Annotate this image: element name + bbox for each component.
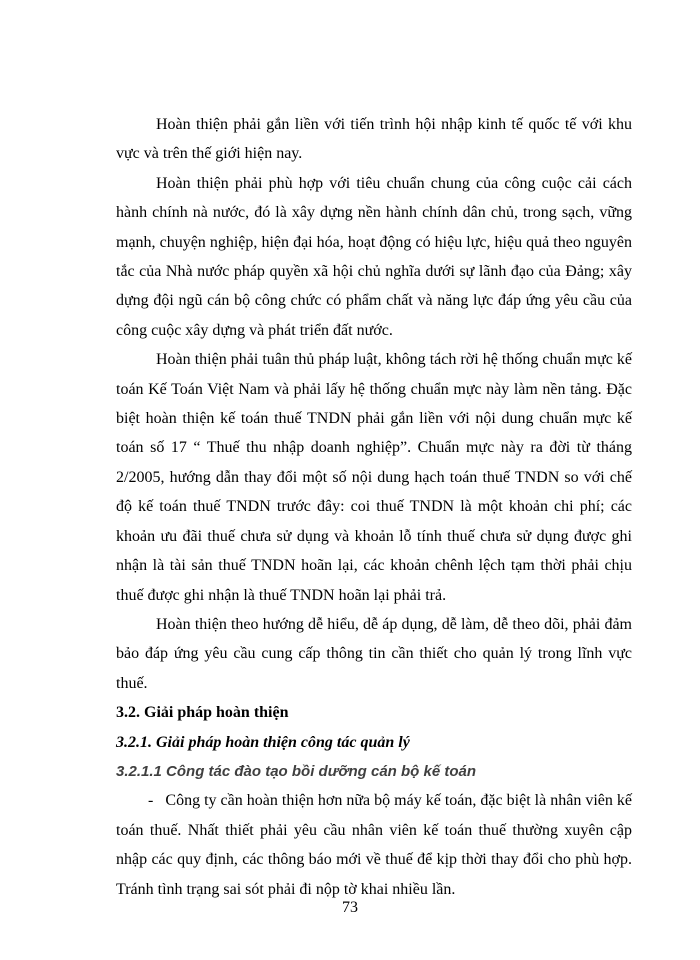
paragraph-integration: Hoàn thiện phải gắn liền với tiến trình hội nhập kinh tế quốc tế với khu vực và trên thế giới hiện nay.: [116, 116, 632, 163]
paragraph-legal-compliance: Hoàn thiện phải tuân thủ pháp luật, không tách rời hệ thống chuẩn mực kế toán Kế Toán Việt Nam và phải lấy hệ thống chuẩn mực này làm nền tảng. Đặc biệt hoàn thiện kế toán thuế TNDN phải gắn liền với nội dung chuẩn mực kế toán số 17 “ Thuế thu nhập doanh nghiệp”. Chuẩn mực này ra đời từ tháng 2/2005, hướng dẫn thay đổi một số nội dung hạch toán thuế TNDN so với chế độ kế toán thuế TNDN trước đây: coi thuế TNDN là một khoản chi phí; các khoản ưu đãi thuế chưa sử dụng và khoản lỗ tính thuế chưa sử dụng được ghi nhận là tài sản thuế TNDN hoãn lại, các khoản chênh lệch tạm thời phải chịu thuế được ghi nhận là thuế TNDN hoãn lại phải trả.: [116, 351, 632, 604]
bullet-text: Công ty cần hoàn thiện hơn nữa bộ máy kế toán, đặc biệt là nhân viên kế toán thuế. Nhất thiết phải yêu cầu nhân viên kế toán thuế thường xuyên cập nhập các quy định, các thông báo mới về thuế để kịp thời thay đổi cho phù hợp. Tránh tình trạng sai sót phải đi nộp tờ khai nhiều lần.: [116, 792, 633, 898]
paragraph-administrative-reform: Hoàn thiện phải phù hợp với tiêu chuẩn chung của công cuộc cải cách hành chính nà nước, đó là xây dựng nền hành chính dân chủ, trong sạch, vững mạnh, chuyện nghiệp, hiện đại hóa, hoạt động có hiệu lực, hiệu quả theo nguyên tắc của Nhà nước pháp quyền xã hội chủ nghĩa dưới sự lãnh đạo của Đảng; xây dựng đội ngũ cán bộ công chức có phẩm chất và năng lực đáp ứng yêu cầu của công cuộc xây dựng và phát triển đất nước.: [116, 174, 632, 339]
page-number: 73: [342, 899, 358, 916]
bullet-marker: -: [148, 792, 154, 810]
document-page: [116, 110, 632, 904]
subsection-heading: 3.2.1. Giải pháp hoàn thiện công tác quản lý: [116, 733, 410, 751]
section-heading: 3.2. Giải pháp hoàn thiện: [116, 704, 289, 722]
subsubsection-heading: 3.2.1.1 Công tác đào tạo bồi dưỡng cán bộ kế toán: [116, 762, 476, 780]
bullet-item: [116, 786, 632, 904]
paragraph-ease-of-use: Hoàn thiện theo hướng dễ hiểu, dễ áp dụng, dễ làm, dễ theo dõi, phải đảm bảo đáp ứng yêu cầu cung cấp thông tin cần thiết cho quản lý trong lĩnh vực thuế.: [116, 615, 632, 692]
